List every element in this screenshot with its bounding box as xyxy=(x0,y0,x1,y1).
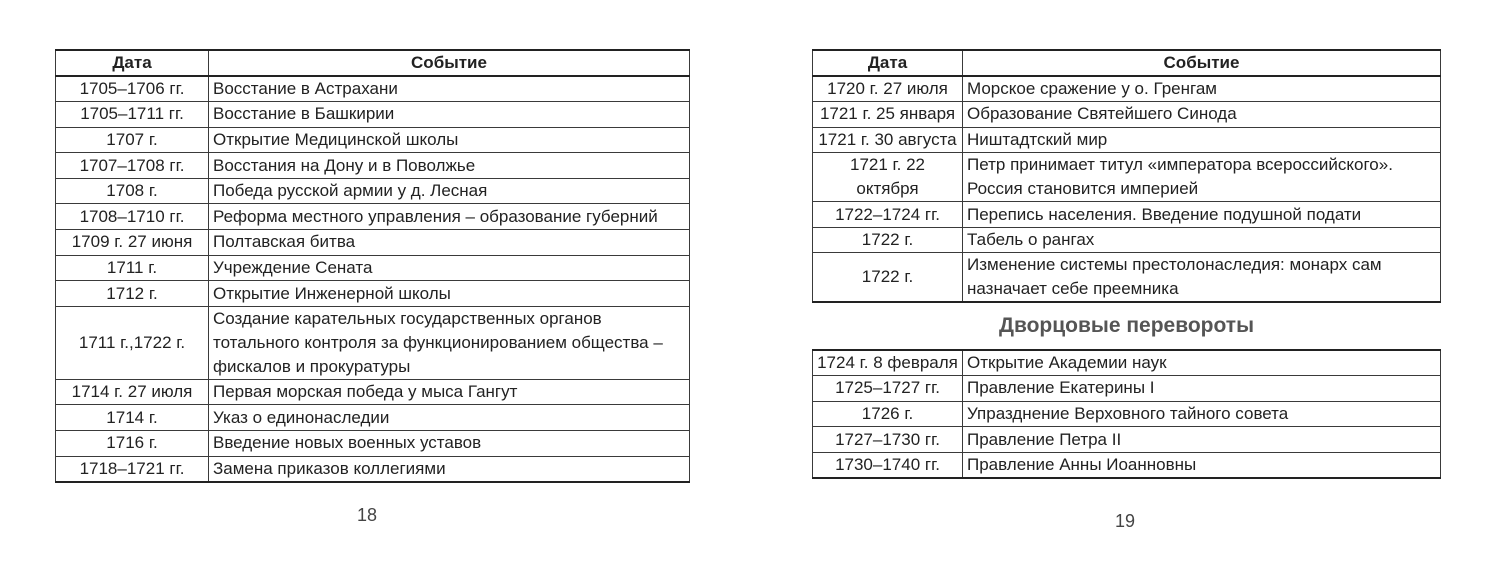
table-row xyxy=(56,405,690,431)
date-cell: 1714 г. 27 июля xyxy=(56,379,209,405)
table-header-row xyxy=(56,50,690,76)
date-cell: 1705–1711 гг. xyxy=(56,102,209,128)
event-cell: Полтавская битва xyxy=(209,230,690,256)
table-row xyxy=(56,281,690,307)
table-row xyxy=(56,431,690,457)
event-cell: Открытие Инженерной школы xyxy=(209,281,690,307)
table-row xyxy=(813,76,1441,102)
event-cell: Перепись населения. Введение подушной подати xyxy=(963,202,1441,228)
table-row xyxy=(813,427,1441,453)
event-cell: Создание карательных государственных органов тотального контроля за функционированием общества – фискалов и прокуратуры xyxy=(209,306,690,379)
date-cell: 1718–1721 гг. xyxy=(56,456,209,482)
event-cell: Правление Екатерины I xyxy=(963,376,1441,402)
date-cell: 1721 г. 25 января xyxy=(813,102,963,128)
date-cell: 1708 г. xyxy=(56,178,209,204)
event-cell: Восстание в Башкирии xyxy=(209,102,690,128)
table-row xyxy=(813,102,1441,128)
date-cell: 1711 г.,1722 г. xyxy=(56,306,209,379)
table-row xyxy=(813,202,1441,228)
event-cell: Правление Анны Иоанновны xyxy=(963,452,1441,478)
table-row xyxy=(56,456,690,482)
event-cell: Петр принимает титул «императора всероссийского». Россия становится империей xyxy=(963,153,1441,202)
table-row xyxy=(813,127,1441,153)
date-column-header: Дата xyxy=(813,50,963,76)
event-cell: Открытие Медицинской школы xyxy=(209,127,690,153)
date-cell: 1711 г. xyxy=(56,255,209,281)
table-row xyxy=(813,401,1441,427)
event-column-header: Событие xyxy=(963,50,1441,76)
date-cell: 1714 г. xyxy=(56,405,209,431)
date-cell: 1721 г. 30 августа xyxy=(813,127,963,153)
right-page xyxy=(750,0,1500,568)
table-row xyxy=(56,127,690,153)
event-cell: Указ о единонаследии xyxy=(209,405,690,431)
date-cell: 1730–1740 гг. xyxy=(813,452,963,478)
date-cell: 1707 г. xyxy=(56,127,209,153)
event-cell: Открытие Академии наук xyxy=(963,350,1441,376)
date-cell: 1721 г. 22 октября xyxy=(813,153,963,202)
event-cell: Правление Петра II xyxy=(963,427,1441,453)
date-cell: 1720 г. 27 июля xyxy=(813,76,963,102)
page-number: 19 xyxy=(1115,511,1136,531)
date-column-header: Дата xyxy=(56,50,209,76)
table-row xyxy=(56,306,690,379)
event-column-header: Событие xyxy=(209,50,690,76)
table-row xyxy=(813,153,1441,202)
date-cell: 1712 г. xyxy=(56,281,209,307)
date-cell: 1705–1706 гг. xyxy=(56,76,209,102)
date-cell: 1726 г. xyxy=(813,401,963,427)
event-cell: Замена приказов коллегиями xyxy=(209,456,690,482)
chronology-table-right xyxy=(812,49,1441,303)
table-row xyxy=(56,204,690,230)
table-header-row xyxy=(813,50,1441,76)
table-row xyxy=(813,227,1441,253)
chronology-table-left xyxy=(55,49,690,483)
date-cell: 1707–1708 гг. xyxy=(56,153,209,179)
date-cell: 1722 г. xyxy=(813,253,963,303)
table-row xyxy=(56,153,690,179)
date-cell: 1722–1724 гг. xyxy=(813,202,963,228)
event-cell: Табель о рангах xyxy=(963,227,1441,253)
event-cell: Изменение системы престолонаследия: монарх сам назначает себе преемника xyxy=(963,253,1441,303)
event-cell: Реформа местного управления – образование губерний xyxy=(209,204,690,230)
chronology-table-palace-coups xyxy=(812,349,1441,479)
event-cell: Введение новых военных уставов xyxy=(209,431,690,457)
date-cell: 1727–1730 гг. xyxy=(813,427,963,453)
table-row xyxy=(56,379,690,405)
table-row xyxy=(56,255,690,281)
event-cell: Морское сражение у о. Гренгам xyxy=(963,76,1441,102)
date-cell: 1724 г. 8 февраля xyxy=(813,350,963,376)
event-cell: Победа русской армии у д. Лесная xyxy=(209,178,690,204)
event-cell: Ништадтский мир xyxy=(963,127,1441,153)
event-cell: Упразднение Верховного тайного совета xyxy=(963,401,1441,427)
date-cell: 1708–1710 гг. xyxy=(56,204,209,230)
event-cell: Восстание в Астрахани xyxy=(209,76,690,102)
event-cell: Образование Святейшего Синода xyxy=(963,102,1441,128)
table-row xyxy=(813,452,1441,478)
table-row xyxy=(813,350,1441,376)
table-row xyxy=(56,76,690,102)
date-cell: 1709 г. 27 июня xyxy=(56,230,209,256)
event-cell: Восстания на Дону и в Поволжье xyxy=(209,153,690,179)
event-cell: Первая морская победа у мыса Гангут xyxy=(209,379,690,405)
table-row xyxy=(56,230,690,256)
table-row xyxy=(56,178,690,204)
table-row xyxy=(813,376,1441,402)
table-row xyxy=(813,253,1441,303)
page-number: 18 xyxy=(357,505,378,525)
date-cell: 1716 г. xyxy=(56,431,209,457)
event-cell: Учреждение Сената xyxy=(209,255,690,281)
section-title: Дворцовые перевороты xyxy=(998,314,1255,337)
table-row xyxy=(56,102,690,128)
date-cell: 1725–1727 гг. xyxy=(813,376,963,402)
date-cell: 1722 г. xyxy=(813,227,963,253)
